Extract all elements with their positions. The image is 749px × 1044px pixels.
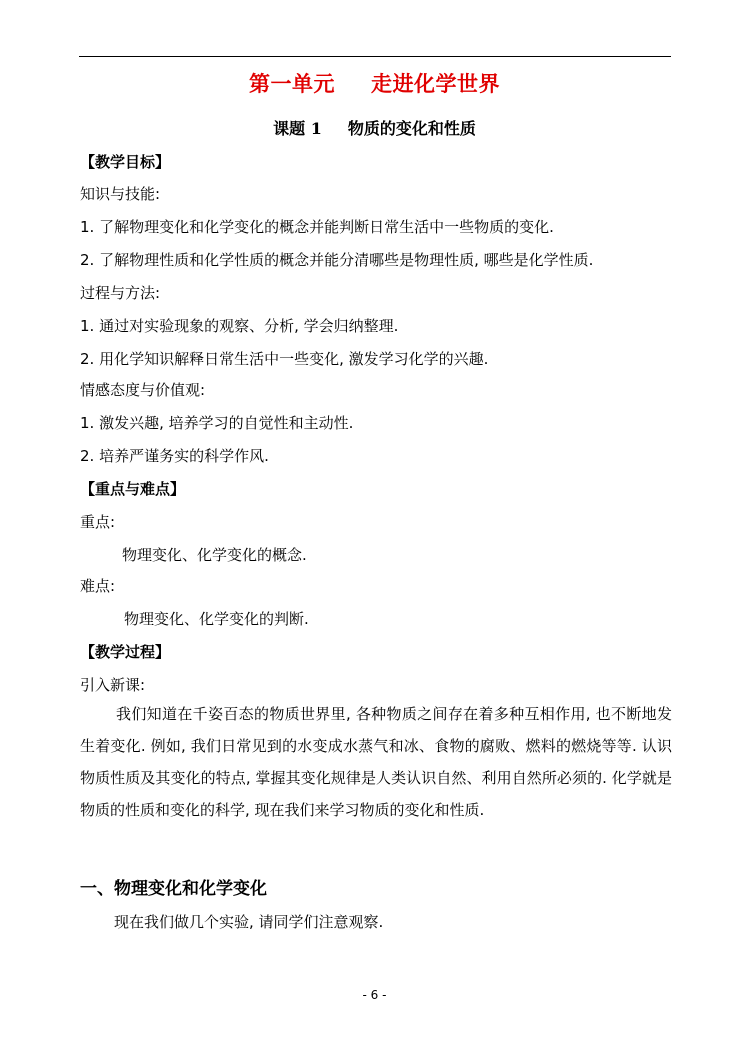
intro-paragraph: 我们知道在千姿百态的物质世界里, 各种物质之间存在着多种互相作用, 也不断地发生着变化. 例如, 我们日常见到的水变成水蒸气和冰、食物的腐败、燃料的燃烧等等. 认识物质性质及其变化的特点, 掌握其变化规律是人类认识自然、利用自然所必须的. 化学就是物质的性质和变化的科学, 现在我们来学习物质的变化和性质. [80,705,672,819]
knowledge-heading: 知识与技能: [80,185,161,203]
objectives-heading: 【教学目标】 [80,153,171,171]
intro-label: 引入新课: [80,676,146,694]
lesson-name: 物质的变化和性质 [347,119,476,138]
key-text: 物理变化、化学变化的概念. [122,546,307,564]
unit-number: 第一单元 [249,71,335,96]
unit-title [0,68,749,98]
process-item-1: 1. 通过对实验现象的观察、分析, 学会归纳整理. [80,317,399,335]
header-rule [79,56,671,57]
key-label: 重点: [80,513,116,531]
page-number: - 6 - [362,988,387,1002]
difficult-label: 难点: [80,577,116,595]
lesson-title [0,116,749,139]
attitude-item-2: 2. 培养严谨务实的科学作风. [80,447,269,465]
section-one-heading: 一、物理变化和化学变化 [80,879,267,899]
teaching-process-heading: 【教学过程】 [80,643,171,661]
lesson-label: 课题 1 [273,119,322,138]
attitude-item-1: 1. 激发兴趣, 培养学习的自觉性和主动性. [80,414,354,432]
process-heading: 过程与方法: [80,284,161,302]
keypoints-heading: 【重点与难点】 [80,480,186,498]
difficult-text: 物理变化、化学变化的判断. [124,610,309,628]
unit-name: 走进化学世界 [371,71,500,96]
knowledge-item-2: 2. 了解物理性质和化学性质的概念并能分清哪些是物理性质, 哪些是化学性质. [80,251,594,269]
attitude-heading: 情感态度与价值观: [80,381,206,399]
process-item-2: 2. 用化学知识解释日常生活中一些变化, 激发学习化学的兴趣. [80,350,489,368]
knowledge-item-1: 1. 了解物理变化和化学变化的概念并能判断日常生活中一些物质的变化. [80,218,554,236]
section-one-text: 现在我们做几个实验, 请同学们注意观察. [114,913,384,931]
